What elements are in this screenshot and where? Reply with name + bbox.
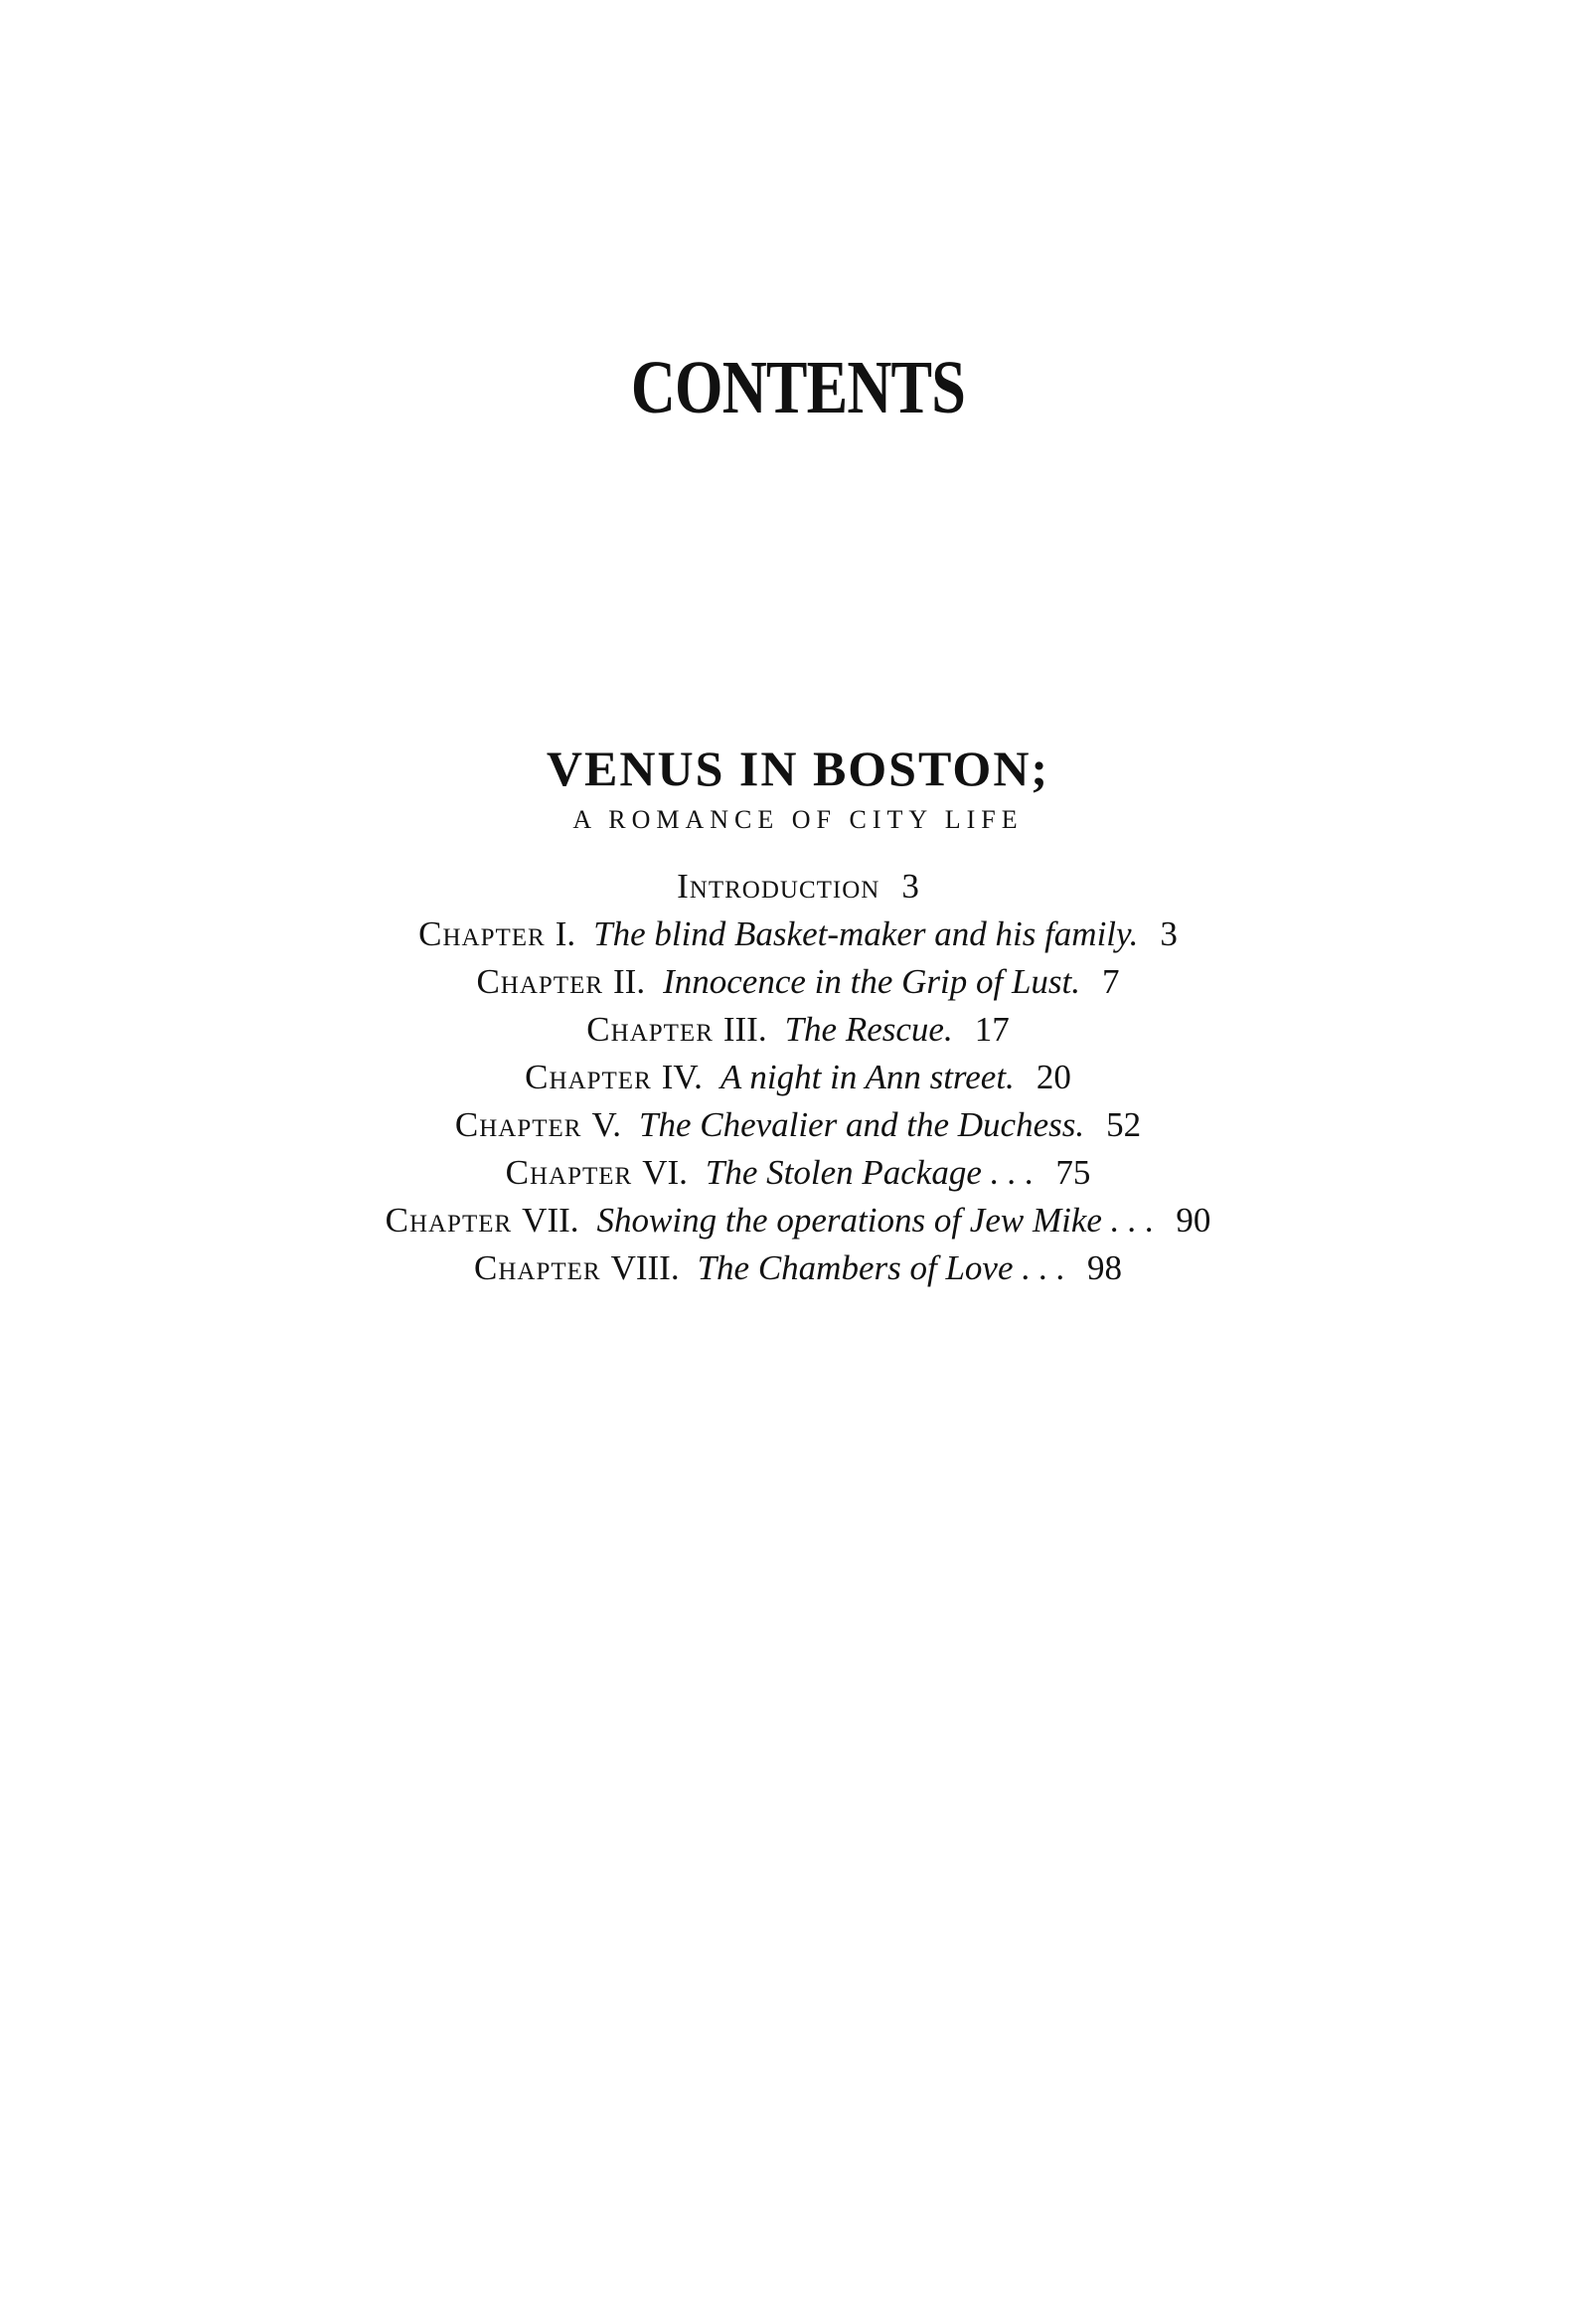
chapter-title: The blind Basket-maker and his family. [593,914,1139,953]
chapter-label: Chapter [476,962,604,1001]
chapter-label: Chapter [418,914,546,953]
chapter-numeral: II. [613,962,646,1001]
chapter-page-number: 52 [1106,1105,1142,1144]
chapter-page-number: 7 [1102,962,1120,1001]
chapter-title: Showing the operations of Jew Mike . . . [596,1201,1155,1240]
book-subtitle: A ROMANCE OF CITY LIFE [572,805,1024,834]
chapter-numeral: VIII. [610,1248,680,1287]
chapter-label: Chapter [505,1153,633,1192]
chapter-title: The Stolen Package . . . [705,1153,1035,1192]
chapter-numeral: VI. [642,1153,688,1192]
toc-entry-chapter-2[interactable] [0,958,1596,1006]
toc-introduction-page: 3 [901,867,919,906]
toc-entry-chapter-6[interactable] [0,1149,1596,1197]
chapter-label: Chapter [525,1058,652,1096]
chapter-title: The Chambers of Love . . . [697,1248,1065,1287]
chapter-numeral: V. [591,1105,621,1144]
chapter-numeral: IV. [661,1058,703,1096]
chapter-title: The Rescue. [784,1010,953,1049]
chapter-page-number: 75 [1055,1153,1091,1192]
toc-introduction-label: Introduction [677,867,880,906]
book-title: VENUS IN BOSTON; [546,741,1050,796]
chapter-label: Chapter [385,1201,513,1240]
chapter-page-number: 20 [1036,1058,1071,1096]
toc-entry-chapter-5[interactable] [0,1101,1596,1149]
toc-entry-chapter-1[interactable] [0,911,1596,958]
chapter-page-number: 17 [974,1010,1010,1049]
chapter-numeral: VII. [522,1201,579,1240]
chapter-page-number: 98 [1086,1248,1122,1287]
toc-entry-chapter-7[interactable] [0,1197,1596,1244]
toc-entry-introduction[interactable] [0,863,1596,911]
toc-entry-chapter-3[interactable] [0,1006,1596,1054]
chapter-numeral: I. [555,914,576,953]
chapter-title: Innocence in the Grip of Lust. [663,962,1081,1001]
table-of-contents [0,863,1596,1292]
chapter-label: Chapter [454,1105,582,1144]
chapter-numeral: III. [722,1010,767,1049]
toc-entry-chapter-4[interactable] [0,1054,1596,1101]
chapter-page-number: 90 [1176,1201,1211,1240]
page-heading: CONTENTS [630,346,966,429]
chapter-page-number: 3 [1160,914,1178,953]
chapter-title: The Chevalier and the Duchess. [638,1105,1085,1144]
chapter-title: A night in Ann street. [719,1058,1015,1096]
toc-entry-chapter-8[interactable] [0,1244,1596,1292]
chapter-label: Chapter [586,1010,714,1049]
chapter-label: Chapter [474,1248,601,1287]
